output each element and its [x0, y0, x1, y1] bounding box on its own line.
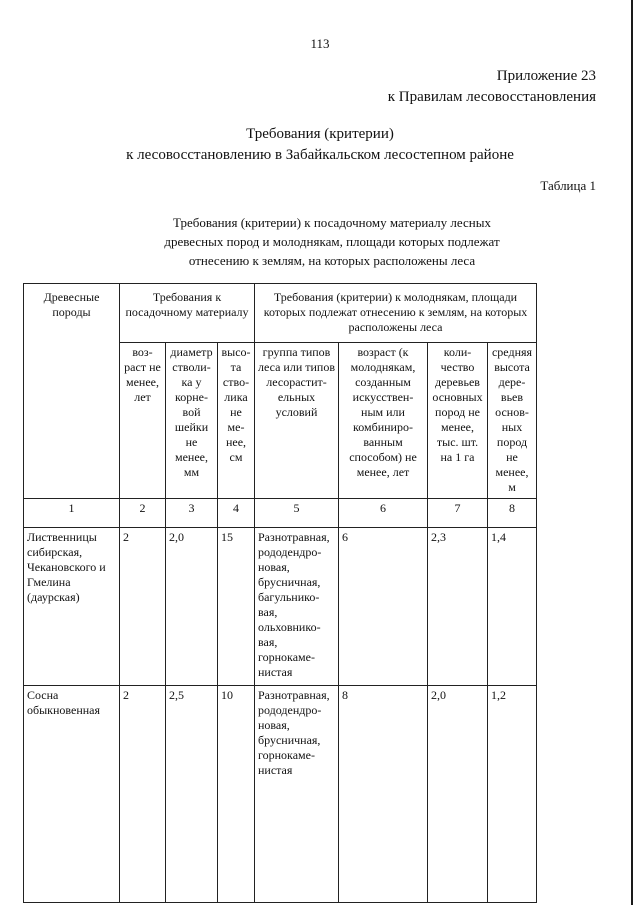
appendix-line-1: Приложение 23	[496, 68, 596, 84]
caption-line-1: Требования (критерии) к посадочному материалу лесных	[173, 215, 491, 230]
cell-avg-height: 1,4	[488, 528, 537, 686]
title-line-2: к лесовосстановлению в Забайкальском лесостепном районе	[126, 147, 514, 163]
cell-young-age: 8	[339, 686, 428, 903]
table-row	[24, 686, 537, 903]
table-caption	[0, 213, 640, 270]
cell-diameter: 2,0	[166, 528, 218, 686]
column-number: 7	[428, 499, 488, 528]
column-number: 6	[339, 499, 428, 528]
requirements-table	[23, 283, 537, 903]
header-planting-material: Требования к посадочному материалу	[120, 284, 255, 343]
cell-species: Сосна обыкновенная	[24, 686, 120, 903]
header-species: Древесные породы	[24, 284, 120, 499]
cell-species: Лиственницы сибирская, Чекановского и Гмелина (даурская)	[24, 528, 120, 686]
table-row	[24, 528, 537, 686]
column-number: 5	[255, 499, 339, 528]
column-number: 1	[24, 499, 120, 528]
subheader-height: высо-та ство-лика не ме-нее, см	[218, 343, 255, 499]
subheader-tree-count: коли-чество деревьев основных пород не менее, тыс. шт. на 1 га	[428, 343, 488, 499]
cell-tree-count: 2,0	[428, 686, 488, 903]
cell-age: 2	[120, 528, 166, 686]
cell-young-age: 6	[339, 528, 428, 686]
appendix-header	[388, 66, 596, 108]
cell-height: 10	[218, 686, 255, 903]
caption-line-2: древесных пород и молоднякам, площади которых подлежат	[164, 234, 500, 249]
cell-forest-type: Разнотравная, рододендро-новая, брусничная, багульнико-вая, ольховнико-вая, горнокаме-нистая	[255, 528, 339, 686]
subheader-avg-height: средняя высота дере-вьев основ-ных пород не менее, м	[488, 343, 537, 499]
column-number: 3	[166, 499, 218, 528]
subheader-forest-type: группа типов леса или типов лесорастит-ельных условий	[255, 343, 339, 499]
subheader-young-age: возраст (к молоднякам, созданным искусствен-ным или комбиниро-ванным способом) не менее, лет	[339, 343, 428, 499]
document-title	[0, 124, 640, 166]
column-number: 8	[488, 499, 537, 528]
cell-age: 2	[120, 686, 166, 903]
cell-tree-count: 2,3	[428, 528, 488, 686]
cell-avg-height: 1,2	[488, 686, 537, 903]
cell-diameter: 2,5	[166, 686, 218, 903]
caption-line-3: отнесению к землям, на которых расположены леса	[188, 253, 476, 268]
cell-height: 15	[218, 528, 255, 686]
appendix-line-2: к Правилам лесовосстановления	[387, 89, 596, 105]
header-young-stands: Требования (критерии) к молоднякам, площади которых подлежат отнесению к землям, на которых расположены леса	[255, 284, 537, 343]
subheader-diameter: диаметр стволи-ка у корне-вой шейки не менее, мм	[166, 343, 218, 499]
column-number: 2	[120, 499, 166, 528]
cell-forest-type: Разнотравная, рододендро-новая, брусничная, горнокаме-нистая	[255, 686, 339, 903]
title-line-1: Требования (критерии)	[246, 126, 394, 142]
subheader-age: воз-раст не менее, лет	[120, 343, 166, 499]
table-label: Таблица 1	[540, 178, 596, 193]
column-number: 4	[218, 499, 255, 528]
page-number: 113	[310, 36, 330, 51]
